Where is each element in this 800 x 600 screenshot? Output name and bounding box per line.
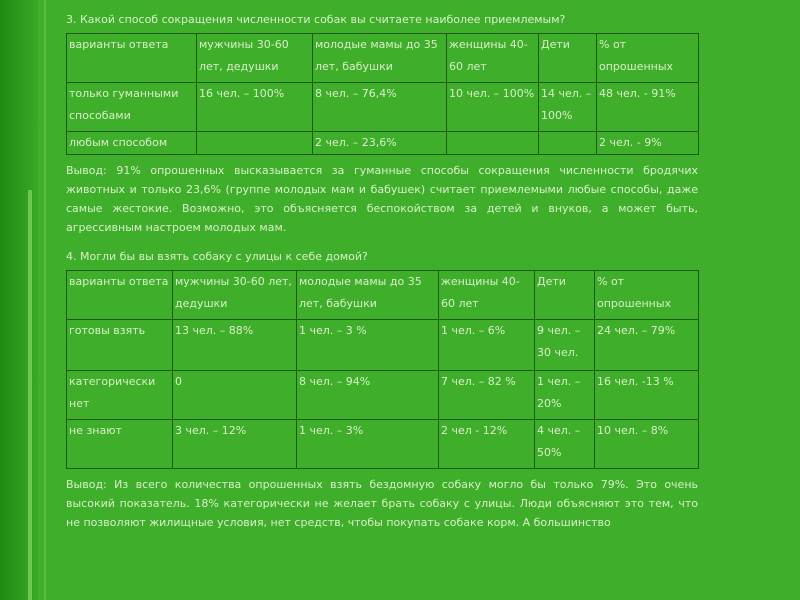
header-cell: варианты ответа [67, 34, 197, 83]
question-4-table [66, 270, 699, 469]
header-cell: % от опрошенных [597, 34, 699, 83]
header-cell: % от опрошенных [595, 271, 699, 320]
background-left-band [0, 0, 38, 600]
table-cell [447, 132, 539, 155]
table-cell: 7 чел. – 82 % [439, 371, 535, 420]
table-row [67, 371, 699, 420]
table-cell: 0 [173, 371, 297, 420]
table-cell: 16 чел. -13 % [595, 371, 699, 420]
table-cell: 24 чел. – 79% [595, 320, 699, 371]
table-row [67, 132, 699, 155]
header-cell: молодые мамы до 35 лет, бабушки [313, 34, 447, 83]
table-row [67, 320, 699, 371]
table-cell [197, 132, 313, 155]
table-row [67, 83, 699, 132]
question-3-conclusion: Вывод: 91% опрошенных высказывается за гуманные способы сокращения численности бродячих животных и только 23,6% (группе молодых мам и бабушек) считает приемлемыми любые способы, даже самые жестокие. Возможно, это объясняется беспокойством за детей и внуков, а может быть, агрессивным настроем молодых мам. [66, 164, 698, 234]
header-cell: Дети [535, 271, 595, 320]
table-cell: 48 чел. - 91% [597, 83, 699, 132]
table-cell: 8 чел. – 94% [297, 371, 439, 420]
table-cell: 4 чел. – 50% [535, 420, 595, 469]
table-cell: не знают [67, 420, 173, 469]
table-cell: 9 чел. – 30 чел. [535, 320, 595, 371]
table-cell [539, 132, 597, 155]
header-cell: Дети [539, 34, 597, 83]
header-cell: варианты ответа [67, 271, 173, 320]
header-cell: женщины 40-60 лет [447, 34, 539, 83]
question-3-table [66, 33, 699, 155]
table-cell: 16 чел. – 100% [197, 83, 313, 132]
table-header-row [67, 34, 699, 83]
header-cell: мужчины 30-60 лет, дедушки [173, 271, 297, 320]
table-cell: 13 чел. – 88% [173, 320, 297, 371]
header-cell: молодые мамы до 35 лет, бабушки [297, 271, 439, 320]
table-cell: 14 чел. – 100% [539, 83, 597, 132]
table-cell: 1 чел. – 6% [439, 320, 535, 371]
table-header-row [67, 271, 699, 320]
table-cell: 2 чел. – 23,6% [313, 132, 447, 155]
table-cell: 1 чел. – 3 % [297, 320, 439, 371]
table-cell: категорически нет [67, 371, 173, 420]
table-cell: только гуманными способами [67, 83, 197, 132]
question-3-title: 3. Какой способ сокращения численности собак вы считаете наиболее приемлемым? [66, 13, 566, 26]
question-4-title: 4. Могли бы вы взять собаку с улицы к себе домой? [66, 250, 368, 263]
question-4-conclusion: Вывод: Из всего количества опрошенных взять бездомную собаку могло бы только 79%. Это очень высокий показатель. 18% категорически не желает брать собаку с улицы. Люди объясняют это тем, что не позволяют жилищные условия, нет средств, чтобы покупать собаке корм. А большинство [66, 478, 698, 529]
background-stripe [28, 190, 32, 600]
table-cell: 10 чел. – 8% [595, 420, 699, 469]
table-cell: 8 чел. – 76,4% [313, 83, 447, 132]
table-cell: 2 чел. - 9% [597, 132, 699, 155]
table-cell: 2 чел - 12% [439, 420, 535, 469]
header-cell: мужчины 30-60 лет, дедушки [197, 34, 313, 83]
header-cell: женщины 40-60 лет [439, 271, 535, 320]
table-cell: 1 чел. – 20% [535, 371, 595, 420]
table-cell: 3 чел. – 12% [173, 420, 297, 469]
table-cell: любым способом [67, 132, 197, 155]
background-stripe [44, 0, 46, 600]
document-content [66, 10, 698, 542]
table-cell: 10 чел. – 100% [447, 83, 539, 132]
table-row [67, 420, 699, 469]
table-cell: готовы взять [67, 320, 173, 371]
table-cell: 1 чел. – 3% [297, 420, 439, 469]
